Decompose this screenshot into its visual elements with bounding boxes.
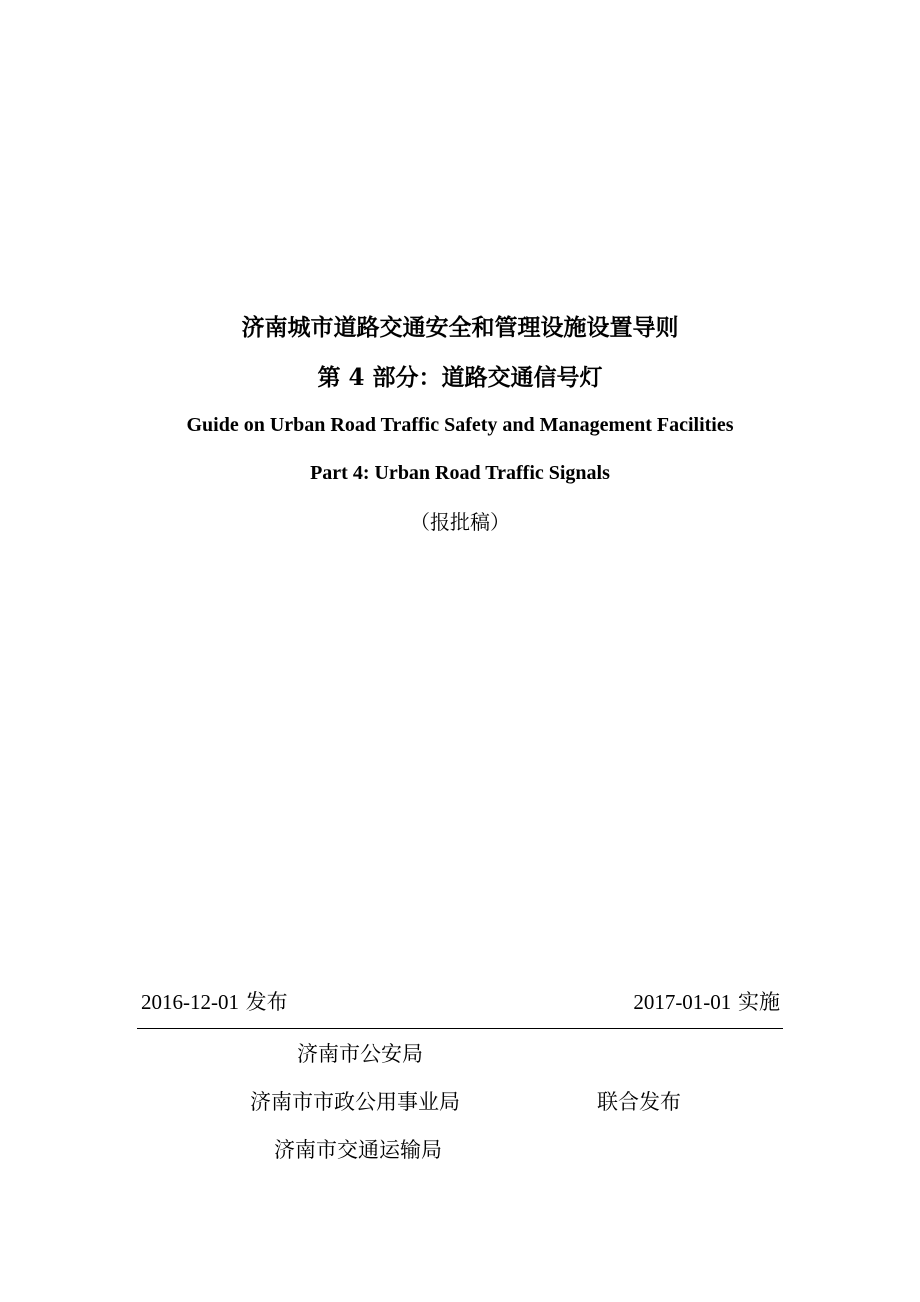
issue-date-line	[141, 992, 288, 1013]
document-subtitle-cn: 第 4 部分：道路交通信号灯	[317, 364, 603, 391]
draft-status: （报批稿）	[410, 510, 510, 534]
issuer-public-security-bureau: 济南市公安局	[297, 1042, 423, 1066]
issue-date: 2016-12-01	[141, 990, 239, 1014]
divider-line	[137, 1028, 783, 1029]
issuer-municipal-utilities-bureau: 济南市市政公用事业局	[250, 1090, 460, 1114]
document-title-en: Guide on Urban Road Traffic Safety and Management Facilities	[186, 414, 734, 436]
effective-label: 实施	[731, 990, 780, 1014]
effective-date-line	[633, 992, 780, 1013]
document-title-cn: 济南城市道路交通安全和管理设施设置导则	[241, 314, 679, 341]
effective-date: 2017-01-01	[633, 990, 732, 1014]
issuer-transport-bureau: 济南市交通运输局	[274, 1138, 442, 1162]
issue-label: 发布	[239, 990, 288, 1014]
joint-issue-label: 联合发布	[597, 1090, 681, 1114]
document-subtitle-en: Part 4: Urban Road Traffic Signals	[310, 462, 610, 484]
